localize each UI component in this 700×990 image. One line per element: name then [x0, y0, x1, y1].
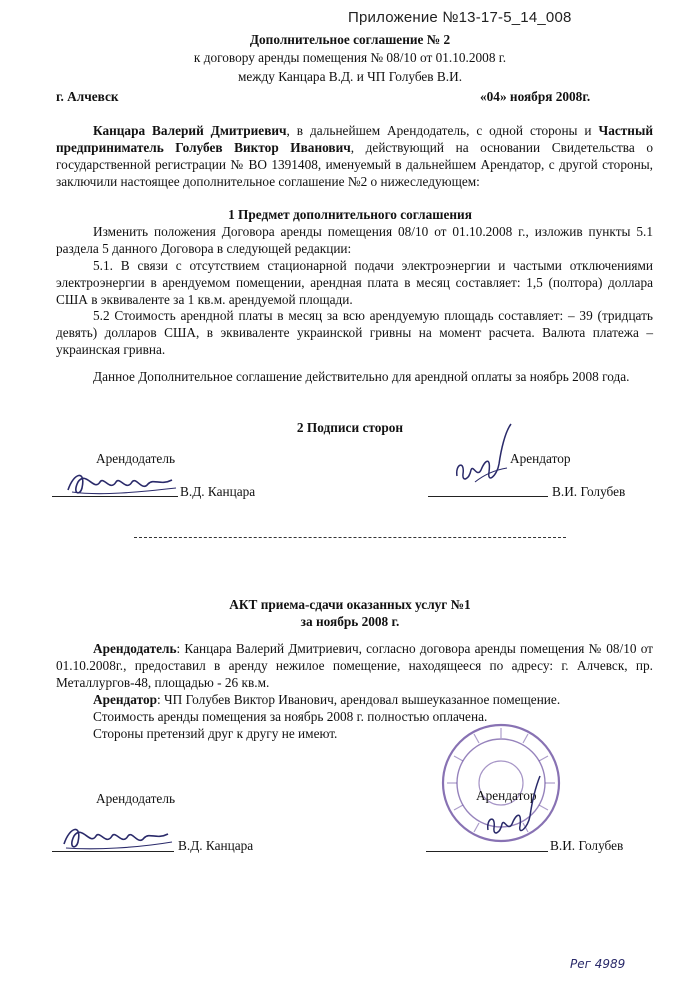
landlord-signature-icon	[60, 462, 180, 502]
intro-text-2: , действующий на основании Свидетельства о государственной регистрации № ВО 1391408, именуемый в дальнейшем Арендатор, с другой стороны, заключили настоящее дополнительное соглашение №2 о нижеследующем:	[56, 140, 653, 189]
section1-title: 1 Предмет дополнительного соглашения	[228, 207, 472, 222]
act-tenant-details: : ЧП Голубев Виктор Иванович, арендовал вышеуказанное помещение.	[157, 692, 561, 707]
act-landlord-label: Арендодатель	[93, 641, 177, 656]
act-period: за ноябрь 2008 г.	[300, 614, 400, 629]
act-tenant-label: Арендатор	[93, 692, 157, 707]
landlord-full-name: Канцара Валерий Дмитриевич	[93, 123, 287, 138]
registration-footnote: Рег 4989	[570, 957, 626, 971]
annex-label: Приложение №13-17-5_14_008	[348, 9, 572, 26]
section2-title: 2 Подписи сторон	[296, 420, 404, 435]
clause-5-1: 5.1. В связи с отсутствием стационарной подачи электроэнергии и частыми отключениями электроэнергии в арендуемом помещении, арендная плата в месяц составляет: 1,5 (полтора) доллара США в эквиваленте за 1 кв.м. арендуемой площади.	[56, 258, 653, 307]
act-landlord-name: В.Д. Канцара	[178, 838, 254, 853]
act-landlord-signature-icon	[56, 818, 176, 858]
act-tenant-signature-icon	[478, 770, 548, 850]
act-title: АКТ приема-сдачи оказанных услуг №1	[229, 597, 471, 612]
tenant-signature-icon	[445, 420, 525, 500]
clause-5-2: 5.2 Стоимость арендной платы в месяц за всю арендуемую площадь составляет: – 39 (тридцать девять) долларов США, в эквиваленте украинской гривны на момент расчета. Валюта платежа – украинская гривна.	[56, 308, 653, 357]
landlord-label: Арендодатель	[96, 451, 176, 466]
act-landlord-text	[56, 640, 653, 691]
tenant-label: Арендатор	[510, 451, 571, 466]
intro-text-1: , в дальнейшем Арендодатель, с одной стороны и	[286, 123, 599, 138]
act-landlord-details: : Канцара Валерий Дмитриевич, согласно договора аренды помещения № 08/10 от 01.10.2008г., предоставил в аренду нежилое помещение, находящееся по адресу: г. Алчевск, пр. Металлургов-48, площадью - 26 кв.м.	[56, 641, 653, 690]
agreement-intro	[56, 122, 653, 190]
act-no-claims-text: Стороны претензий друг к другу не имеют.	[93, 726, 338, 741]
act-landlord-label-sign: Арендодатель	[96, 791, 176, 806]
section-separator	[134, 537, 566, 538]
act-tenant-label-sign: Арендатор	[476, 788, 537, 803]
act-tenant-signature-line	[426, 851, 548, 852]
agreement-subtitle-contract: к договору аренды помещения № 08/10 от 01.10.2008 г.	[193, 50, 507, 65]
agreement-title: Дополнительное соглашение № 2	[249, 32, 451, 47]
agreement-city: г. Алчевск	[56, 89, 119, 104]
agreement-date: «04» ноября 2008г.	[480, 89, 591, 104]
agreement-subtitle-parties: между Канцара В.Д. и ЧП Голубев В.И.	[237, 69, 463, 84]
act-tenant-name: В.И. Голубев	[550, 838, 624, 853]
tenant-name: В.И. Голубев	[552, 484, 626, 499]
act-tenant-text	[93, 691, 653, 708]
landlord-name: В.Д. Канцара	[180, 484, 256, 499]
validity-text: Данное Дополнительное соглашение действительно для арендной оплаты за ноябрь 2008 года.	[93, 369, 630, 384]
section1-text: Изменить положения Договора аренды помещения 08/10 от 01.10.2008 г., изложив пункты 5.1 раздела 5 данного Договора в следующей редакции:	[56, 224, 653, 256]
act-paid-text: Стоимость аренды помещения за ноябрь 2008 г. полностью оплачена.	[93, 709, 488, 724]
tenant-full-name: Частный предприниматель Голубев Виктор Иванович	[56, 123, 653, 155]
